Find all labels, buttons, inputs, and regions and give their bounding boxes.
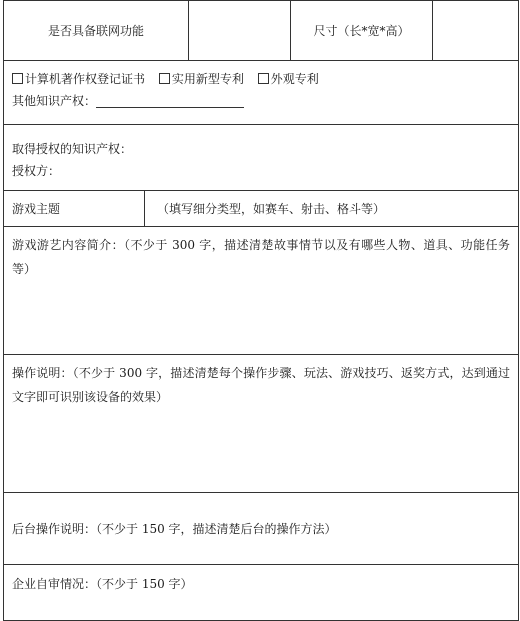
checkbox-icon[interactable] <box>12 73 23 84</box>
operation-row <box>4 355 519 493</box>
backend-cell[interactable]: 后台操作说明：（不少于 150 字，描述清楚后台的操作方法） <box>4 493 519 565</box>
backend-row <box>4 493 519 565</box>
size-label: 尺寸（长*宽*高） <box>291 1 433 61</box>
ip-row <box>4 61 519 125</box>
obtained-ip-label: 取得授权的知识产权： <box>12 141 133 156</box>
checkbox-icon[interactable] <box>258 73 269 84</box>
theme-label: 游戏主题 <box>4 191 145 227</box>
other-ip-label: 其他知识产权： <box>12 94 97 108</box>
authorization-cell <box>4 125 519 191</box>
ip-options <box>12 68 510 90</box>
theme-hint[interactable]: （填写细分类型，如赛车、射击、格斗等） <box>145 191 519 227</box>
authorization-row <box>4 125 519 191</box>
ip-cell <box>4 61 519 125</box>
networking-label: 是否具备联网功能 <box>4 1 189 61</box>
audit-cell[interactable]: 企业自审情况：（不少于 150 字） <box>4 565 519 621</box>
intro-cell[interactable]: 游戏游艺内容简介：（不少于 300 字，描述清楚故事情节以及有哪些人物、道具、功能任务等） <box>4 227 519 355</box>
audit-row <box>4 565 519 621</box>
ip-option-utility-patent[interactable]: 实用新型专利 <box>159 72 244 86</box>
device-info-row <box>4 1 519 61</box>
ip-option-software-copyright[interactable]: 计算机著作权登记证书 <box>12 72 145 86</box>
operation-cell[interactable]: 操作说明：（不少于 300 字，描述清楚每个操作步骤、玩法、游戏技巧、返奖方式，达到通过文字即可识别该设备的效果） <box>4 355 519 493</box>
form-table <box>3 0 519 621</box>
other-ip-field[interactable] <box>96 93 244 108</box>
ip-option-design-patent[interactable]: 外观专利 <box>258 72 319 86</box>
other-ip-line <box>12 90 510 112</box>
size-value-cell[interactable] <box>433 1 519 61</box>
intro-row <box>4 227 519 355</box>
theme-row <box>4 191 519 227</box>
networking-value-cell[interactable] <box>189 1 291 61</box>
grantor-label: 授权方： <box>12 163 61 178</box>
checkbox-icon[interactable] <box>159 73 170 84</box>
